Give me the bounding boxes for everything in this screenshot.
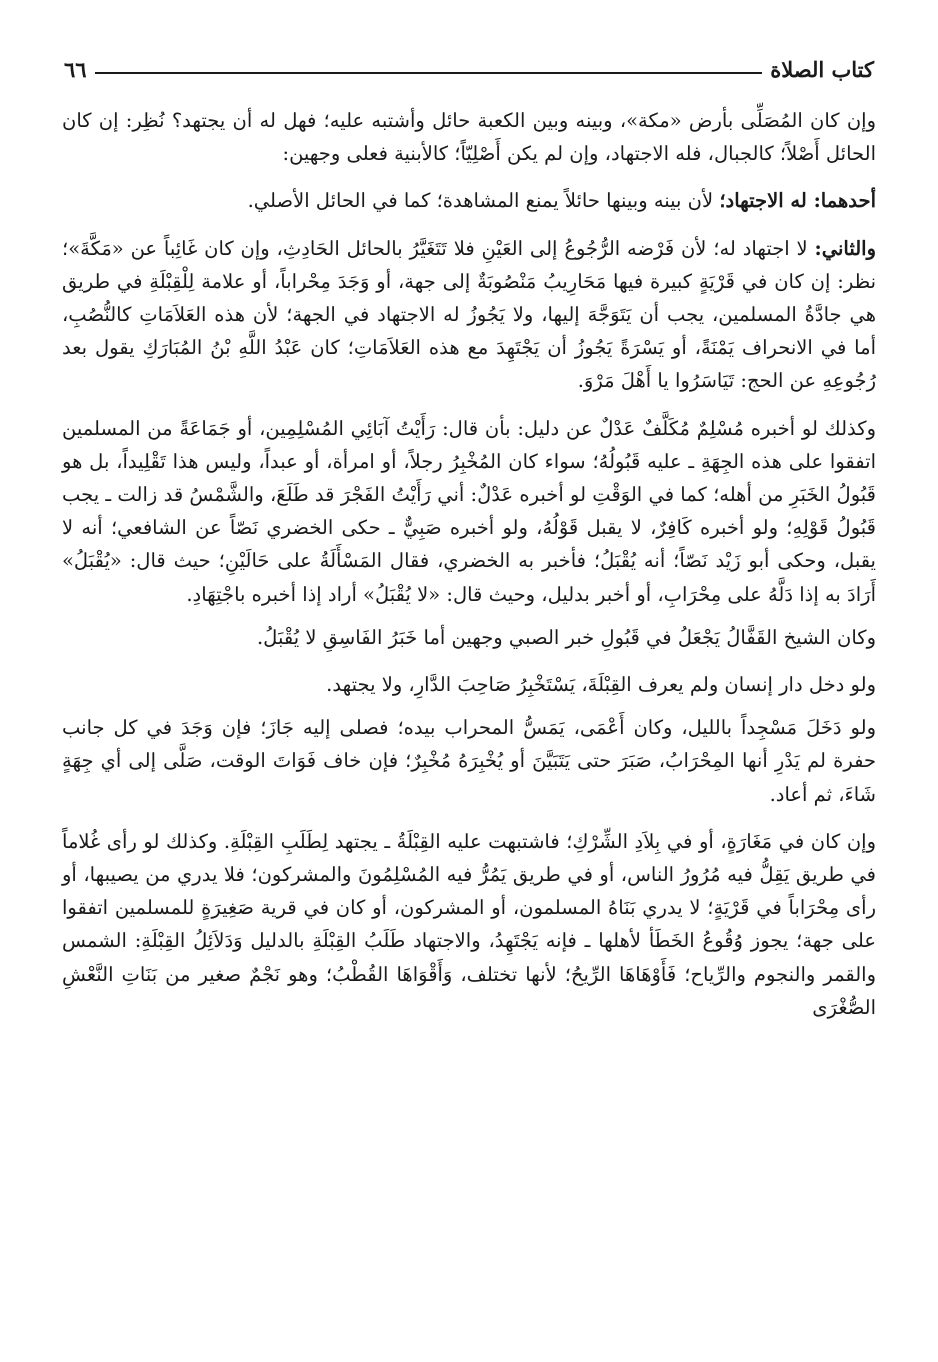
paragraph-2 <box>62 184 876 217</box>
page-number: ٦٦ <box>62 58 95 82</box>
paragraph-lead: أحدهما: له الاجتهاد؛ <box>719 189 876 213</box>
paragraph-5 <box>62 621 876 654</box>
paragraph-text: ولو دَخَلَ مَسْجِداً بالليل، وكان أَعْمَى، يَمَسُّ المحراب بيده؛ فصلى إليه جَازَ؛ فإن وَجَدَ في كل جانب حفرة لم يَدْرِ أنها المِحْرَابُ، صَبَرَ حتى يَتَبَيَّنَ أو يُخْبِرَهُ مُخْبِرٌ؛ فإن خاف فَوَاتَ الوقت، صَلَّى إلى أي جِهَةٍ شَاءَ، ثم أعاد. <box>62 716 876 806</box>
paragraph-3 <box>62 232 876 398</box>
book-title: كتاب الصلاة <box>762 58 876 82</box>
paragraph-8 <box>62 825 876 1024</box>
paragraph-text: وإن كان المُصَلِّى بأرض «مكة»، وبينه وبين الكعبة حائل وأشتبه عليه؛ فهل له أن يجتهد؟ نُظِر: إن كان الحائل أَصْلاً؛ كالجبال، فله الاجتهاد، وإن لم يكن أَصْلِيّاً؛ كالأبنية فعلى وجهين: <box>62 109 876 166</box>
book-page <box>62 36 876 1342</box>
page-header <box>62 36 876 82</box>
paragraph-text: وكذلك لو أخبره مُسْلِمٌ مُكَلَّفٌ عَدْلٌ عن دليل: بأن قال: رَأَيْتُ آبَائِي المُسْلِمِين، أو جَمَاعَةً من المسلمين اتفقوا على هذه الجِهَةِ ـ عليه قَبُولُهُ؛ سواء كان المُخْبِرُ رجلاً، أو امرأة، أو عبداً، وليس هذا تَقْلِيداً، بل هو قَبُولُ الخَبَرِ من أهله؛ كما في الوَقْتِ لو أخبره عَدْلٌ: أني رَأَيْتُ الفَجْرَ قد طَلَعَ، والشَّمْسُ قد زالت ـ يجب قَبُولُ قَوْلِهِ؛ ولو أخبره كَافِرٌ، لا يقبل قَوْلُهُ، ولو أخبره صَبِيٌّ ـ حكى الخضري نَصّاً عن الشافعي؛ أنه لا يقبل، وحكى أبو زَيْد نَصّاً؛ أنه يُقْبَلُ؛ فأخبر به الخضري، فقال المَسْأَلَةُ على حَالَيْنِ؛ حيث قال: «يُقْبَلُ» أَرَادَ به إذا دَلَّهُ على مِحْرَابِ، أو أخبر بدليل، وحيث قال: «لا يُقْبَلُ» أراد إذا أخبره باجْتِهَادِ. <box>62 416 876 606</box>
paragraph-6 <box>62 668 876 701</box>
paragraph-4 <box>62 412 876 611</box>
paragraph-text: لأن بينه وبينها حائلاً يمنع المشاهدة؛ كما في الحائل الأصلي. <box>247 189 720 213</box>
paragraph-lead: والثاني: <box>814 236 876 260</box>
paragraph-1 <box>62 104 876 170</box>
paragraph-text: ولو دخل دار إنسان ولم يعرف القِبْلَةَ، يَسْتَخْبِرُ صَاحِبَ الدَّارِ، ولا يجتهد. <box>326 673 876 697</box>
paragraph-text: وإن كان في مَغَارَةٍ، أو في بِلاَدِ الشِّرْكِ؛ فاشتبهت عليه القِبْلَةُ ـ يجتهد لِطَلَبِ القِبْلَةِ. وكذلك لو رأى غُلاماً في طريق يَقِلُّ فيه مُرُورُ الناس، أو في طريق يَمُرُّ فيه المُسْلِمُونَ والمشركون؛ فلا يدري من يصيبها، أو رأى مِحْرَاباً في قَرْيَةٍ؛ لا يدري بَنَاهُ المسلمون، أو المشركون، أو كان في قرية صَغِيرَةٍ للمسلمين اتفقوا على جهة؛ يجوز وُقُوعُ الخَطَأ لأهلها ـ فإنه يَجْتَهِدُ، والاجتهاد طَلَبُ القِبْلَةِ بالدليل وَدَلاَئِلُ القِبْلَةِ: الشمس والقمر والنجوم والرِّياح؛ فَأَوْهَاهَا الرِّيحُ؛ لأنها تختلف، وَأَقْوَاهَا القُطْبُ؛ وهو نَجْمٌ صغير من بَنَاتِ النَّعْشِ الصُّغْرَى <box>62 829 876 1019</box>
paragraph-text: وكان الشيخ القَفَّالُ يَجْعَلُ في قَبُولِ خبر الصبي وجهين أما خَبَرُ الفَاسِقِ لا يُقْبَلُ. <box>256 625 876 649</box>
page-body <box>62 104 876 1024</box>
paragraph-7 <box>62 711 876 811</box>
paragraph-text: لا اجتهاد له؛ لأن فَرْضه الرُّجُوعُ إلى العَيْنِ فلا تَتَغَيَّرُ بالحائل الحَادِثِ، وإن كان غَائِباً عن «مَكَّةَ»؛ نظر: إن كان في قَرْيَةٍ كبيرة فيها مَحَارِيبُ مَنْصُوبَةٌ إلى جهة، أو وَجَدَ مِحْراباً، أو علامة لِلْقِبْلَةِ في طريق هي جادَّةُ المسلمين، يجب أن يَتَوَجَّهَ إليها، ولا يَجُوزُ له الاجتهاد في الجهة؛ لأن هذه العَلاَمَاتِ كالنُّصُبِ، أما في الانحراف يَمْنَةً، أو يَسْرَةً يَجُوزُ أن يَجْتَهِدَ مع هذه العَلاَمَاتِ؛ كان عَبْدُ اللَّهِ بْنُ المُبَارَكِ يقول بعد رُجُوعِهِ عن الحج: تَيَاسَرُوا يا أَهْلَ مَرْوَ. <box>62 236 876 393</box>
